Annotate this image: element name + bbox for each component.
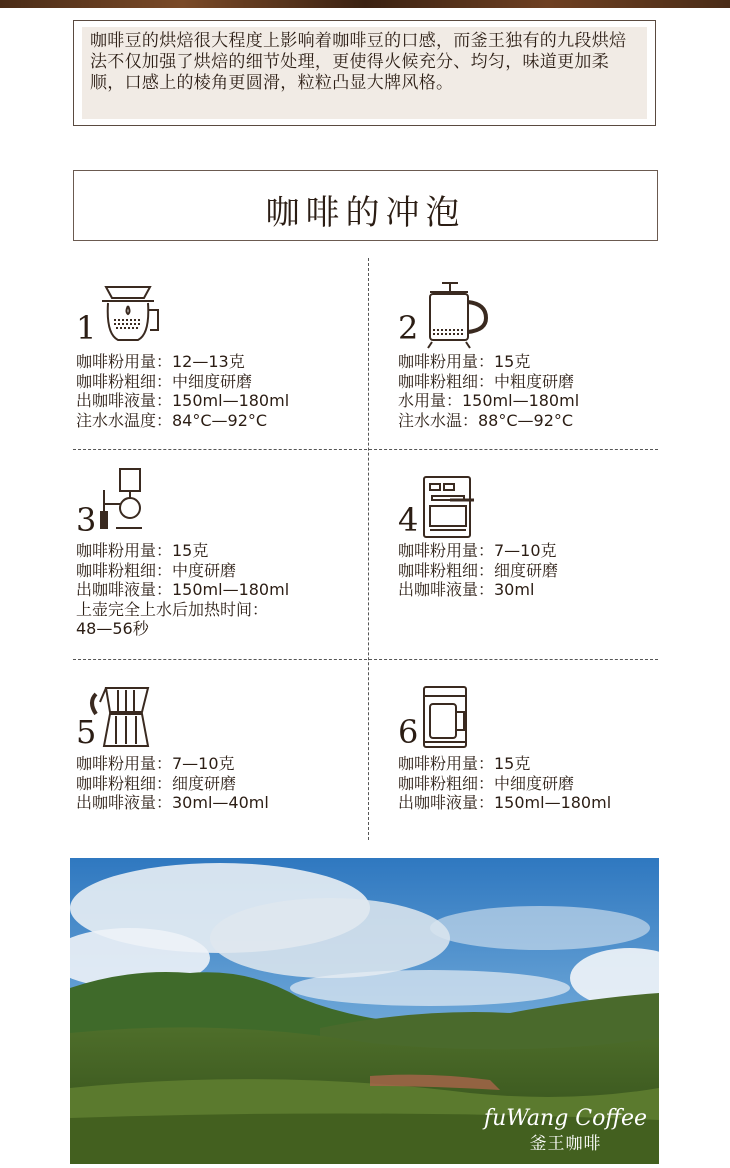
info-line: 48—56秒 <box>76 619 149 638</box>
info-line: 咖啡粉用量：15克 <box>398 754 531 773</box>
method-number: 3 <box>76 501 97 539</box>
brand-name-en: fuWang Coffee <box>483 1106 647 1131</box>
method-number: 5 <box>76 713 97 751</box>
info-line: 上壶完全上水后加热时间： <box>76 599 269 619</box>
info-line: 出咖啡液量：150ml—180ml <box>398 793 612 812</box>
intro-box <box>73 20 656 126</box>
method-number: 1 <box>76 309 97 347</box>
info-line: 咖啡粉用量：7—10克 <box>76 754 235 773</box>
info-line: 咖啡粉粗细：细度研磨 <box>76 773 237 793</box>
method-number: 4 <box>398 501 419 539</box>
method-6-info <box>398 754 611 813</box>
horizontal-divider <box>73 449 658 450</box>
section-title: 咖啡的冲泡 <box>265 193 466 233</box>
info-line: 咖啡粉用量：15克 <box>76 541 209 560</box>
info-line: 咖啡粉粗细：中度研磨 <box>76 560 237 580</box>
coffee-bean-top-strip <box>0 0 730 8</box>
intro-text: 咖啡豆的烘焙很大程度上影响着咖啡豆的口感，而釜王独有的九段烘焙法不仅加强了烘焙的细节处理，更使得火候充分、均匀，味道更加柔顺，口感上的棱角更圆滑，粒粒凸显大牌风格。 <box>90 31 627 93</box>
horizontal-divider <box>73 659 658 660</box>
info-line: 咖啡粉用量：12—13克 <box>76 352 245 371</box>
vertical-divider <box>368 258 369 840</box>
brand-logo <box>484 1106 647 1154</box>
pour-over-dripper-icon <box>98 282 166 346</box>
siphon-icon <box>96 466 146 538</box>
info-line: 咖啡粉粗细：中细度研磨 <box>76 371 253 391</box>
french-press-icon <box>420 280 492 350</box>
info-line: 出咖啡液量：150ml—180ml <box>76 391 290 410</box>
info-line: 咖啡粉粗细：中粗度研磨 <box>398 371 575 391</box>
coffee-plantation-photo <box>70 858 659 1164</box>
drip-coffee-maker-icon <box>420 684 472 750</box>
info-line: 出咖啡液量：150ml—180ml <box>76 580 290 599</box>
info-line: 出咖啡液量：30ml <box>398 580 535 599</box>
info-line: 水用量：150ml—180ml <box>398 391 580 410</box>
info-line: 咖啡粉粗细：中细度研磨 <box>398 773 575 793</box>
info-line: 注水水温度：84°C—92°C <box>76 410 268 430</box>
info-line: 咖啡粉用量：15克 <box>398 352 531 371</box>
info-line: 咖啡粉粗细：细度研磨 <box>398 560 559 580</box>
info-line: 出咖啡液量：30ml—40ml <box>76 793 269 812</box>
section-title-box <box>73 170 658 241</box>
method-1-info <box>76 352 289 430</box>
method-4-info <box>398 541 558 600</box>
moka-pot-icon <box>86 684 158 750</box>
brand-name-zh: 釜王咖啡 <box>529 1134 602 1154</box>
method-5-info <box>76 754 269 813</box>
method-3-info <box>76 541 289 639</box>
info-line: 注水水温：88°C—92°C <box>398 410 574 430</box>
method-number: 2 <box>398 309 419 347</box>
method-2-info <box>398 352 579 430</box>
method-number: 6 <box>398 713 419 751</box>
espresso-machine-icon <box>420 474 476 540</box>
info-line: 咖啡粉用量：7—10克 <box>398 541 557 560</box>
